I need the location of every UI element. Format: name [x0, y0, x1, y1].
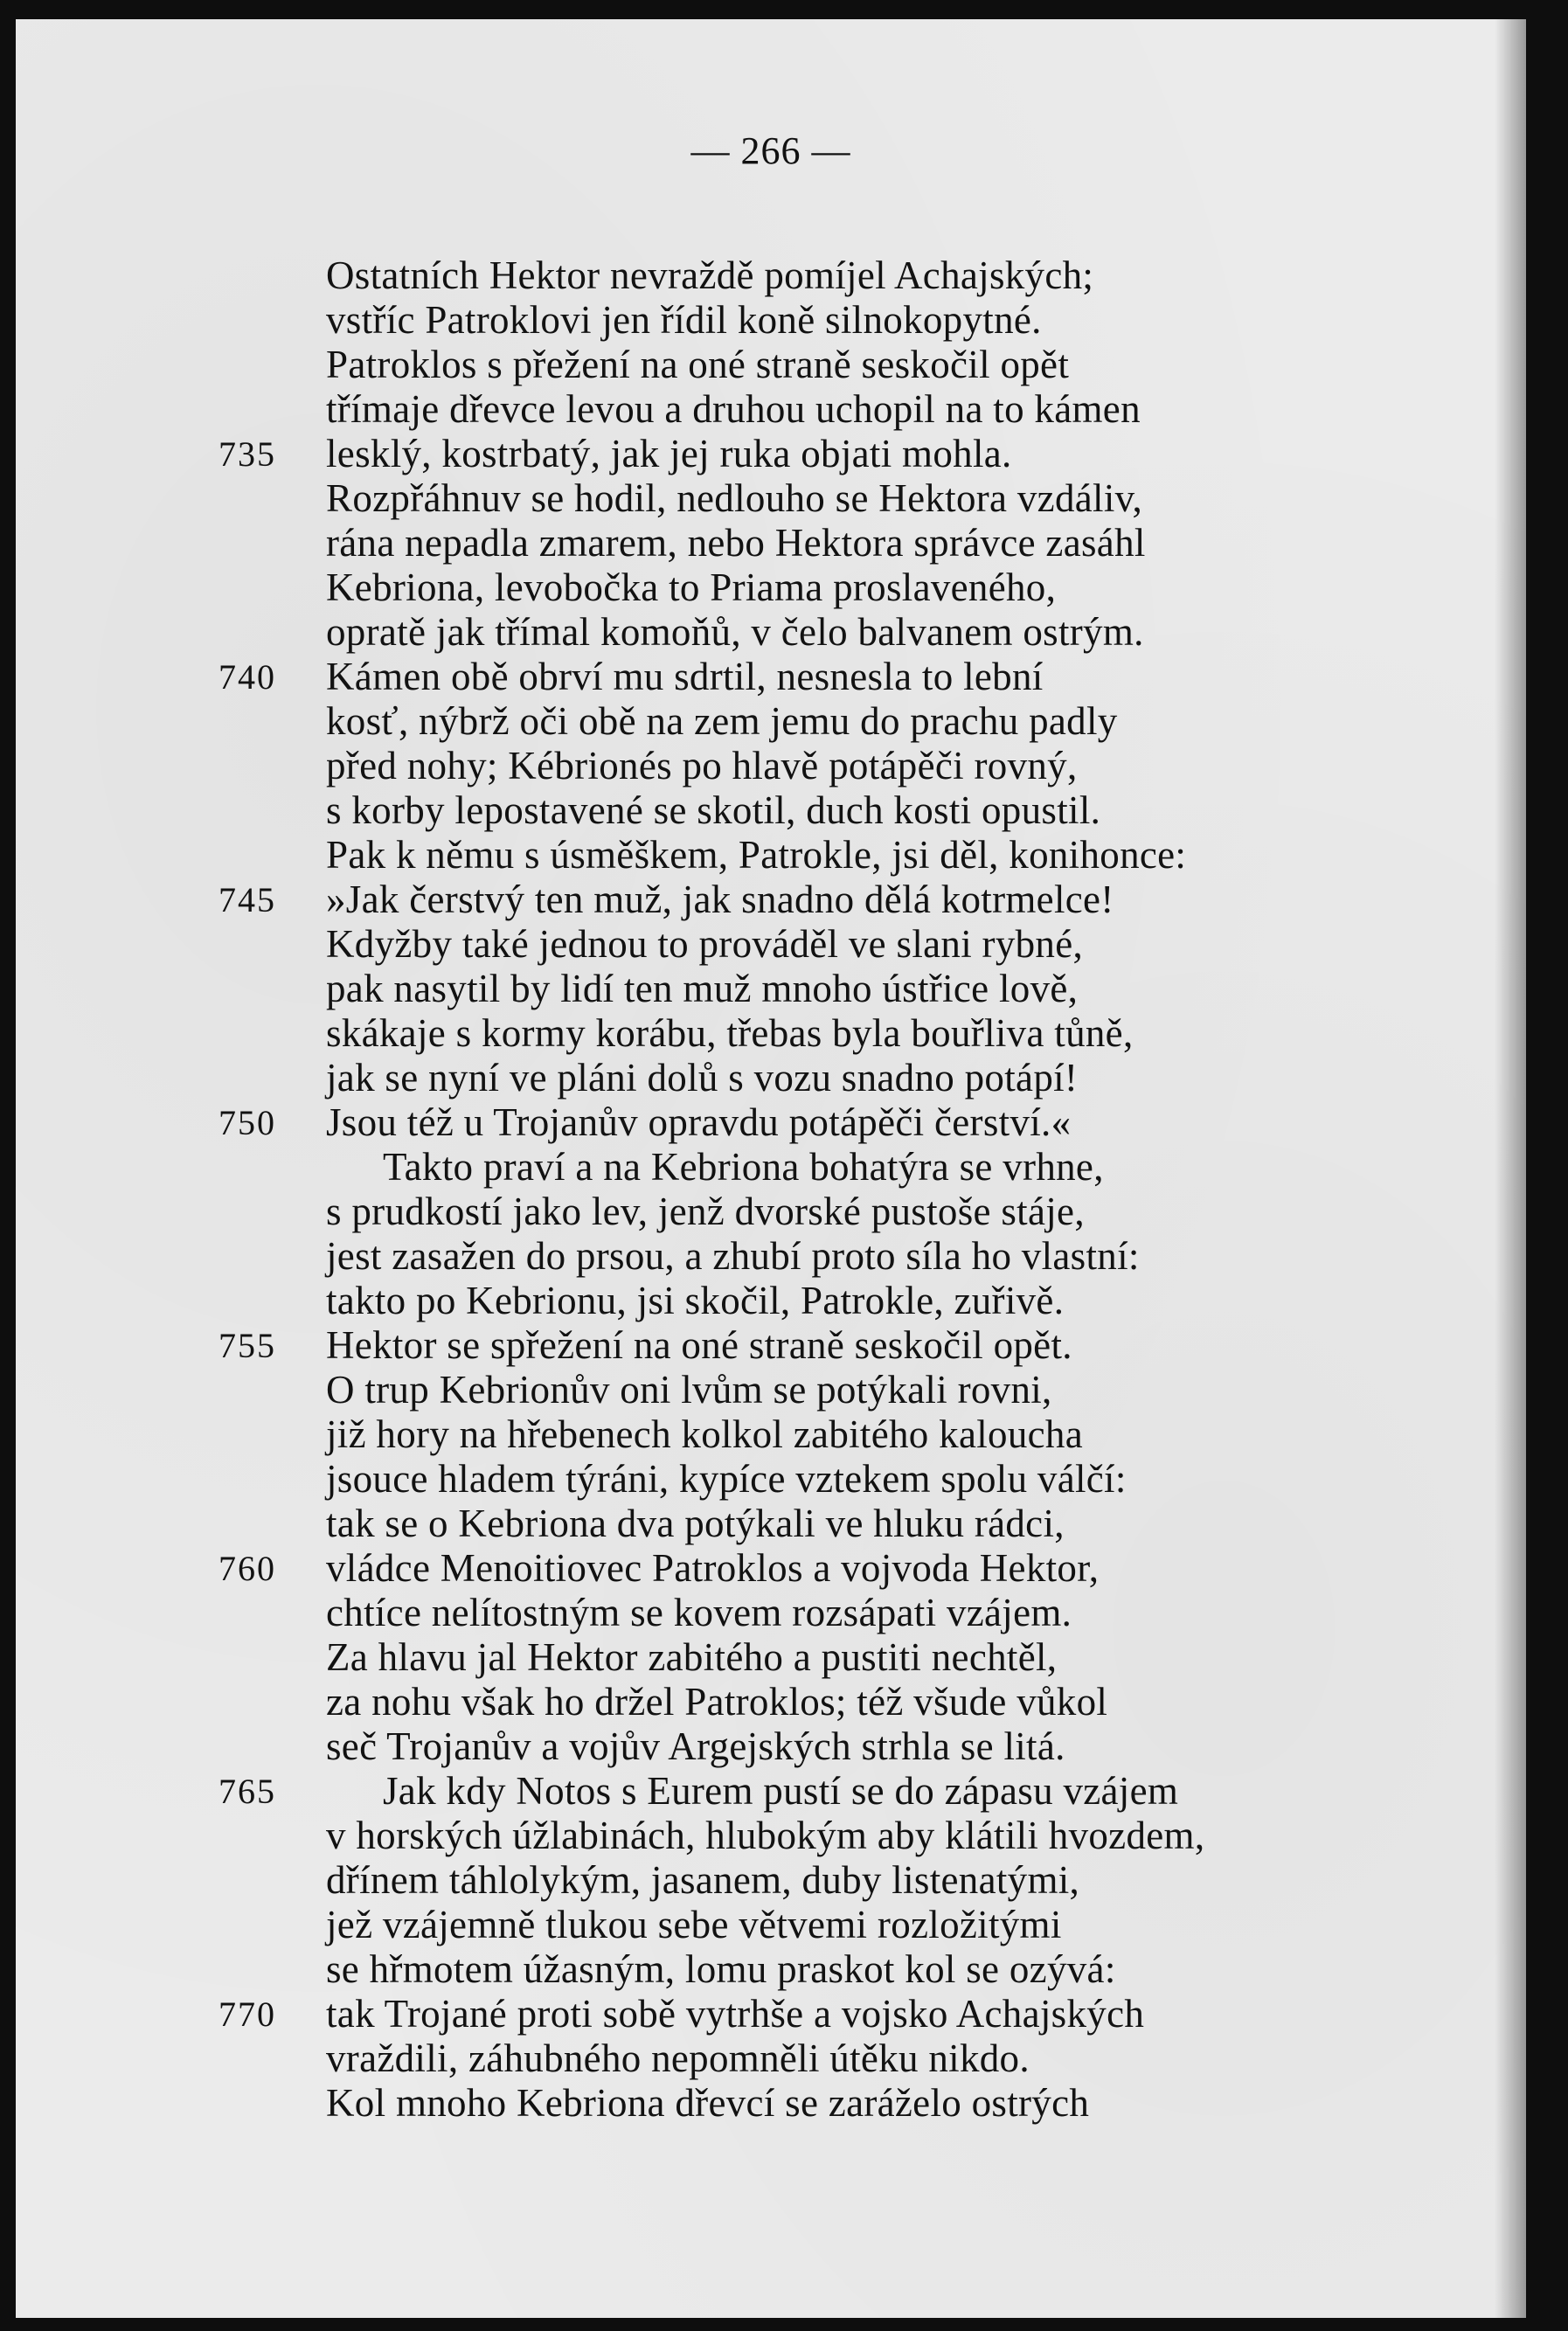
line-text: lesklý, kostrbatý, jak jej ruka objati mohla.: [326, 432, 1012, 475]
line-text: vládce Menoitiovec Patroklos a vojvoda Hektor,: [326, 1546, 1100, 1590]
line-text: třímaje dřevce levou a druhou uchopil na to kámen: [326, 387, 1141, 431]
line-text: kosť, nýbrž oči obě na zem jemu do prachu padly: [326, 699, 1118, 743]
verse-line: [16, 1368, 1502, 1412]
line-text: Kebriona, levobočka to Priama proslaveného,: [326, 565, 1057, 609]
line-text: Jsou též u Trojanův opravdu potápěči čerství.«: [326, 1100, 1072, 1144]
verse-line: [16, 833, 1502, 878]
page-number: — 266 —: [690, 129, 851, 172]
line-text: opratě jak třímal komoňů, v čelo balvanem ostrým.: [326, 610, 1144, 654]
line-text: Jak kdy Notos s Eurem pustí se do zápasu vzájem: [383, 1769, 1179, 1813]
verse-line: [16, 1814, 1502, 1858]
line-text: v horských úžlabinách, hlubokým aby klátili hvozdem,: [326, 1814, 1205, 1857]
line-text: Pak k němu s úsměškem, Patrokle, jsi děl, konihonce:: [326, 833, 1187, 877]
book-page: [16, 19, 1526, 2318]
verse-line: [16, 1234, 1502, 1279]
verse-line: [16, 1502, 1502, 1546]
verse-line: [16, 1858, 1502, 1903]
line-text: Za hlavu jal Hektor zabitého a pustiti nechtěl,: [326, 1635, 1058, 1679]
verse-line: [16, 1680, 1502, 1724]
line-number: 760: [219, 1549, 276, 1588]
line-text: pak nasytil by lidí ten muž mnoho ústřice lově,: [326, 967, 1079, 1010]
line-text: s prudkostí jako lev, jenž dvorské pustoše stáje,: [326, 1190, 1085, 1233]
line-text: jest zasažen do prsou, a zhubí proto síla ho vlastní:: [326, 1234, 1140, 1278]
verse-line: [16, 298, 1502, 343]
verse-line: [16, 1992, 1502, 2036]
verse-line: [16, 2081, 1502, 2126]
verse-line: [16, 1769, 1502, 1814]
line-text: Kol mnoho Kebriona dřevcí se zaráželo ostrých: [326, 2081, 1090, 2125]
verse-line: [16, 1903, 1502, 1947]
line-number: 740: [219, 657, 276, 697]
verse-line: [16, 1323, 1502, 1368]
verse-line: [16, 432, 1502, 476]
verse-line: [16, 1190, 1502, 1234]
verse-line: [16, 1412, 1502, 1457]
verse-line: [16, 788, 1502, 833]
verse-line: [16, 1279, 1502, 1323]
line-text: takto po Kebrionu, jsi skočil, Patrokle, zuřivě.: [326, 1279, 1065, 1322]
line-text: Rozpřáhnuv se hodil, nedlouho se Hektora vzdáliv,: [326, 476, 1143, 520]
line-text: tak Trojané proti sobě vytrhše a vojsko Achajských: [326, 1992, 1145, 2036]
line-text: tak se o Kebriona dva potýkali ve hluku rádci,: [326, 1502, 1065, 1545]
line-text: Takto praví a na Kebriona bohatýra se vrhne,: [383, 1145, 1104, 1189]
line-text: skákaje s kormy korábu, třebas byla bouřliva tůně,: [326, 1011, 1134, 1055]
verse-line: [16, 1011, 1502, 1056]
verse-line: [16, 1100, 1502, 1145]
line-text: Patroklos s přežení na oné straně seskočil opět: [326, 343, 1070, 386]
line-text: »Jak čerstvý ten muž, jak snadno dělá kotrmelce!: [326, 878, 1114, 921]
verse-line: [16, 699, 1502, 744]
line-text: Kdyžby také jednou to prováděl ve slani rybné,: [326, 922, 1084, 966]
line-text: Kámen obě obrví mu sdrtil, nesnesla to lební: [326, 655, 1044, 698]
verse-line: [16, 1457, 1502, 1502]
line-text: chtíce nelítostným se kovem rozsápati vzájem.: [326, 1591, 1072, 1634]
verse-text-block: [16, 253, 1502, 2126]
verse-line: [16, 610, 1502, 655]
line-text: Hektor se spřežení na oné straně seskočil opět.: [326, 1323, 1072, 1367]
line-number: 735: [219, 434, 276, 474]
line-text: vstříc Patroklovi jen řídil koně silnokopytné.: [326, 298, 1042, 342]
verse-line: [16, 387, 1502, 432]
verse-line: [16, 1546, 1502, 1591]
verse-line: [16, 253, 1502, 298]
line-text: již hory na hřebenech kolkol zabitého kaloucha: [326, 1412, 1083, 1456]
line-text: Ostatních Hektor nevraždě pomíjel Achajských;: [326, 253, 1094, 297]
line-text: seč Trojanův a vojův Argejských strhla se litá.: [326, 1724, 1065, 1768]
line-number: 750: [219, 1103, 276, 1142]
line-text: jak se nyní ve pláni dolů s vozu snadno potápí!: [326, 1056, 1079, 1100]
line-text: před nohy; Kébrionés po hlavě potápěči rovný,: [326, 744, 1078, 787]
verse-line: [16, 476, 1502, 521]
verse-line: [16, 744, 1502, 788]
verse-line: [16, 521, 1502, 565]
line-number: 765: [219, 1772, 276, 1811]
verse-line: [16, 655, 1502, 699]
verse-line: [16, 565, 1502, 610]
line-text: vraždili, záhubného nepomněli útěku nikdo.: [326, 2036, 1030, 2080]
verse-line: [16, 1591, 1502, 1635]
verse-line: [16, 922, 1502, 967]
line-text: za nohu však ho držel Patroklos; též všude vůkol: [326, 1680, 1108, 1724]
line-number: 755: [219, 1326, 276, 1365]
verse-line: [16, 343, 1502, 387]
line-text: O trup Kebrionův oni lvům se potýkali rovni,: [326, 1368, 1052, 1412]
verse-line: [16, 1724, 1502, 1769]
line-number: 745: [219, 880, 276, 919]
verse-line: [16, 2036, 1502, 2081]
verse-line: [16, 1056, 1502, 1100]
line-text: rána nepadla zmarem, nebo Hektora správce zasáhl: [326, 521, 1146, 565]
line-text: jsouce hladem týráni, kypíce vztekem spolu válčí:: [326, 1457, 1127, 1501]
verse-line: [16, 1947, 1502, 1992]
line-text: dřínem táhlolykým, jasanem, duby listenatými,: [326, 1858, 1080, 1902]
line-text: s korby lepostavené se skotil, duch kosti opustil.: [326, 788, 1101, 832]
verse-line: [16, 1145, 1502, 1190]
line-number: 770: [219, 1995, 276, 2034]
verse-line: [16, 1635, 1502, 1680]
line-text: se hřmotem úžasným, lomu praskot kol se ozývá:: [326, 1947, 1116, 1991]
verse-line: [16, 967, 1502, 1011]
line-text: jež vzájemně tlukou sebe větvemi rozložitými: [326, 1903, 1062, 1946]
verse-line: [16, 878, 1502, 922]
